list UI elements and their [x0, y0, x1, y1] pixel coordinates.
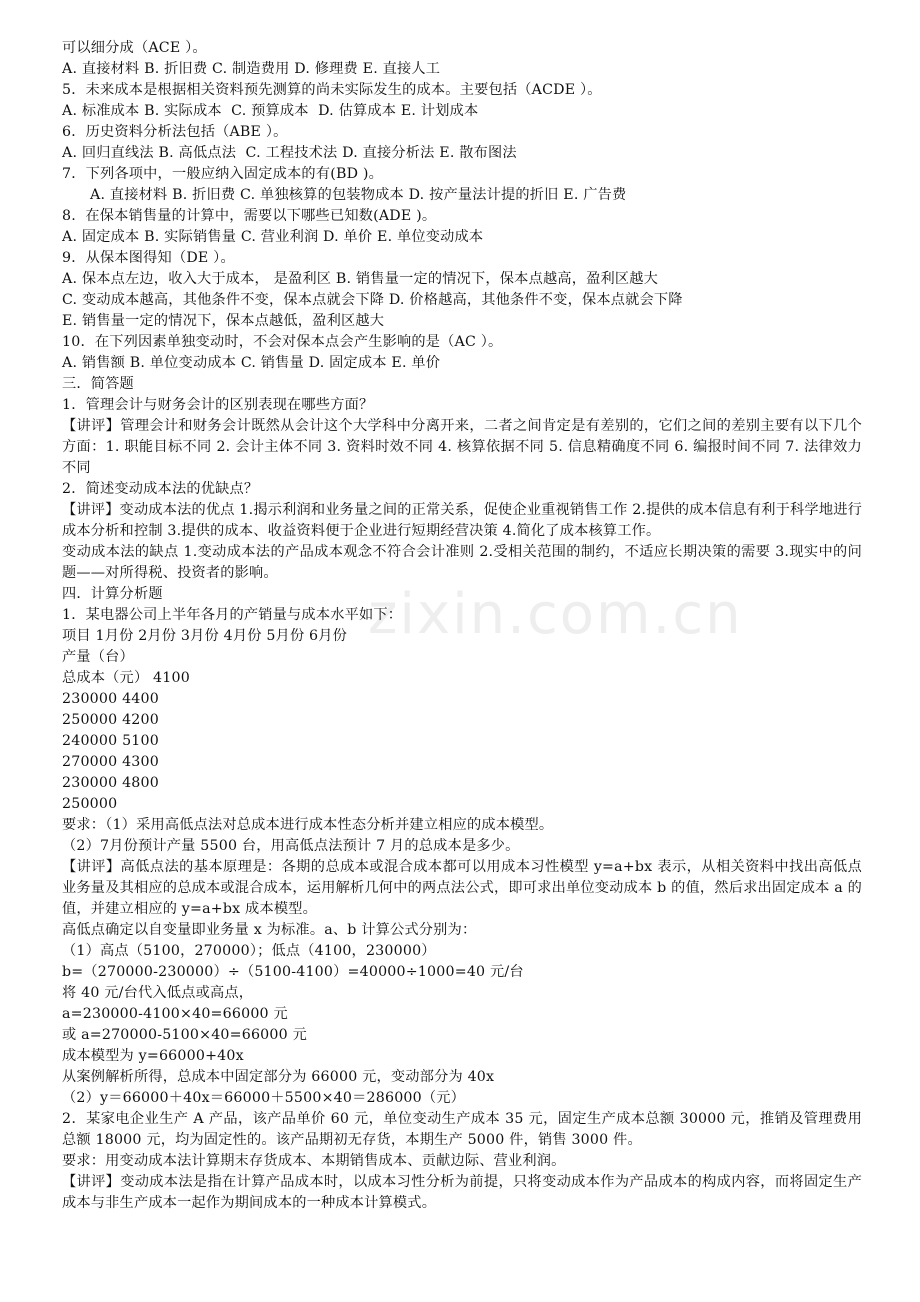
- answer-paragraph: 【讲评】变动成本法是指在计算产品成本时，以成本习性分析为前提，只将变动成本作为产品成本的构成内容，而将固定生产成本与非生产成本一起作为期间成本的一种成本计算模式。: [62, 1174, 862, 1211]
- table-text-line: 240000 5100: [62, 733, 159, 749]
- text-line: 5．未来成本是根据相关资料预先测算的尚未实际发生的成本。主要包括（ACDE ）。: [62, 82, 602, 98]
- text-line: C. 变动成本越高，其他条件不变，保本点就会下降 D. 价格越高，其他条件不变，保本点就会下降: [62, 292, 683, 308]
- multiple-choice-section: [62, 38, 862, 416]
- table-text-line: 项目 1月份 2月份 3月份 4月份 5月份 6月份: [62, 628, 348, 644]
- formula-line: 成本模型为 y=66000+40x: [62, 1048, 244, 1064]
- answer-paragraph: 【讲评】高低点法的基本原理是：各期的总成本或混合成本都可以用成本习性模型 y=a+bx 表示，从相关资料中找出高低点业务量及其相应的总成本或混合成本，运用解析几何中的两点法公式，即可求出单位变动成本 b 的值，然后求出固定成本 a 的值，并建立相应的 y=a+bx 成本模型。: [62, 859, 862, 917]
- text-line: 要求：（1）采用高低点法对总成本进行成本性态分析并建立相应的成本模型。: [62, 817, 554, 833]
- formula-line: 高低点确定以自变量即业务量 x 为标准。a、b 计算公式分别为：: [62, 922, 477, 938]
- text-line: A. 回归直线法 B. 高低点法 C. 工程技术法 D. 直接分析法 E. 散布图法: [62, 145, 517, 161]
- question-paragraph: 2．某家电企业生产 A 产品，该产品单价 60 元，单位变动生产成本 35 元，固定生产成本总额 30000 元，推销及管理费用总额 18000 元，均为固定性的。该产品期初无存货，本期生产 5000 件，销售 3000 件。: [62, 1111, 862, 1148]
- question-7-options: A. 直接材料 B. 折旧费 C. 单独核算的包装物成本 D. 按产量法计提的折旧 E. 广告费: [90, 187, 627, 203]
- text-line: 10．在下列因素单独变动时，不会对保本点会产生影响的是（AC ）。: [62, 334, 503, 350]
- text-line: 8. 在保本销售量的计算中，需要以下哪些已知数(ADE )。: [62, 208, 437, 224]
- text-line: 7．下列各项中，一般应纳入固定成本的有(BD )。: [62, 166, 383, 182]
- text-line: 6．历史资料分析法包括（ABE ）。: [62, 124, 288, 140]
- text-line: E. 销售量一定的情况下，保本点越低，盈利区越大: [62, 313, 385, 329]
- text-line: A. 保本点左边，收入大于成本， 是盈利区 B. 销售量一定的情况下，保本点越高，盈利区越大: [62, 271, 659, 287]
- formula-line: b=（270000-230000）÷（5100-4100）=40000÷1000=40 元/台: [62, 964, 524, 980]
- section-heading: 四．计算分析题: [62, 586, 163, 602]
- answer-paragraph: 【讲评】变动成本法的优点 1.揭示利润和业务量之间的正常关系，促使企业重视销售工作 2.提供的成本信息有利于科学地进行成本分析和控制 3.提供的成本、收益资料便于企业进行短期经营决策 4.简化了成本核算工作。: [62, 502, 862, 539]
- text-line: A. 直接材料 B. 折旧费 C. 制造费用 D. 修理费 E. 直接人工: [62, 61, 441, 77]
- text-line: （2）7月份预计产量 5500 台，用高低点法预计 7 月的总成本是多少。: [62, 838, 520, 854]
- text-line: A. 标准成本 B. 实际成本 C. 预算成本 D. 估算成本 E. 计划成本: [62, 103, 479, 119]
- text-line: A. 固定成本 B. 实际销售量 C. 营业利润 D. 单价 E. 单位变动成本: [62, 229, 484, 245]
- formula-line: 将 40 元/台代入低点或高点，: [62, 985, 254, 1001]
- formula-line: a=230000-4100×40=66000 元: [62, 1006, 288, 1022]
- text-line: 9．从保本图得知（DE ）。: [62, 250, 235, 266]
- table-text-line: 产量（台）: [62, 649, 134, 665]
- calculation-section: [62, 584, 862, 1214]
- formula-line: 或 a=270000-5100×40=66000 元: [62, 1027, 307, 1043]
- table-text-line: 230000 4400: [62, 691, 159, 707]
- text-line: 可以细分成（ACE ）。: [62, 40, 207, 56]
- text-line: 1．管理会计与财务会计的区别表现在哪些方面？: [62, 397, 374, 413]
- table-text-line: 270000 4300: [62, 754, 159, 770]
- formula-line: 从案例解析所得，总成本中固定部分为 66000 元，变动部分为 40x: [62, 1069, 495, 1085]
- table-text-line: 230000 4800: [62, 775, 159, 791]
- document-body: [62, 38, 862, 1214]
- question-line: 2．简述变动成本法的优缺点？: [62, 481, 259, 497]
- section-heading: 三．简答题: [62, 376, 134, 392]
- answer-paragraph: 【讲评】管理会计和财务会计既然从会计这个大学科中分离开来，二者之间肯定是有差别的，它们之间的差别主要有以下几个方面：1. 职能目标不同 2. 会计主体不同 3. 资料时效不同 4. 核算依据不同 5. 信息精确度不同 6. 编报时间不同 7. 法律效力不同: [62, 418, 862, 476]
- text-line: 1．某电器公司上半年各月的产销量与成本水平如下：: [62, 607, 403, 623]
- table-text-line: 250000: [62, 796, 118, 812]
- text-line: A. 销售额 B. 单位变动成本 C. 销售量 D. 固定成本 E. 单价: [62, 355, 441, 371]
- formula-line: （1）高点（5100，270000）；低点（4100，230000）: [62, 943, 436, 959]
- answer-paragraph: 变动成本法的缺点 1.变动成本法的产品成本观念不符合会计准则 2.受相关范围的制约，不适应长期决策的需要 3.现实中的问题——对所得税、投资者的影响。: [62, 544, 862, 581]
- table-text-line: 总成本（元） 4100: [62, 670, 190, 686]
- table-text-line: 250000 4200: [62, 712, 159, 728]
- formula-line: （2）y＝66000＋40x＝66000＋5500×40＝286000（元）: [62, 1090, 466, 1106]
- requirement-line: 要求：用变动成本法计算期末存货成本、本期销售成本、贡献边际、营业利润。: [62, 1153, 566, 1169]
- short-answer-section: [62, 416, 862, 584]
- watermark: zixin.com.cn: [368, 582, 743, 647]
